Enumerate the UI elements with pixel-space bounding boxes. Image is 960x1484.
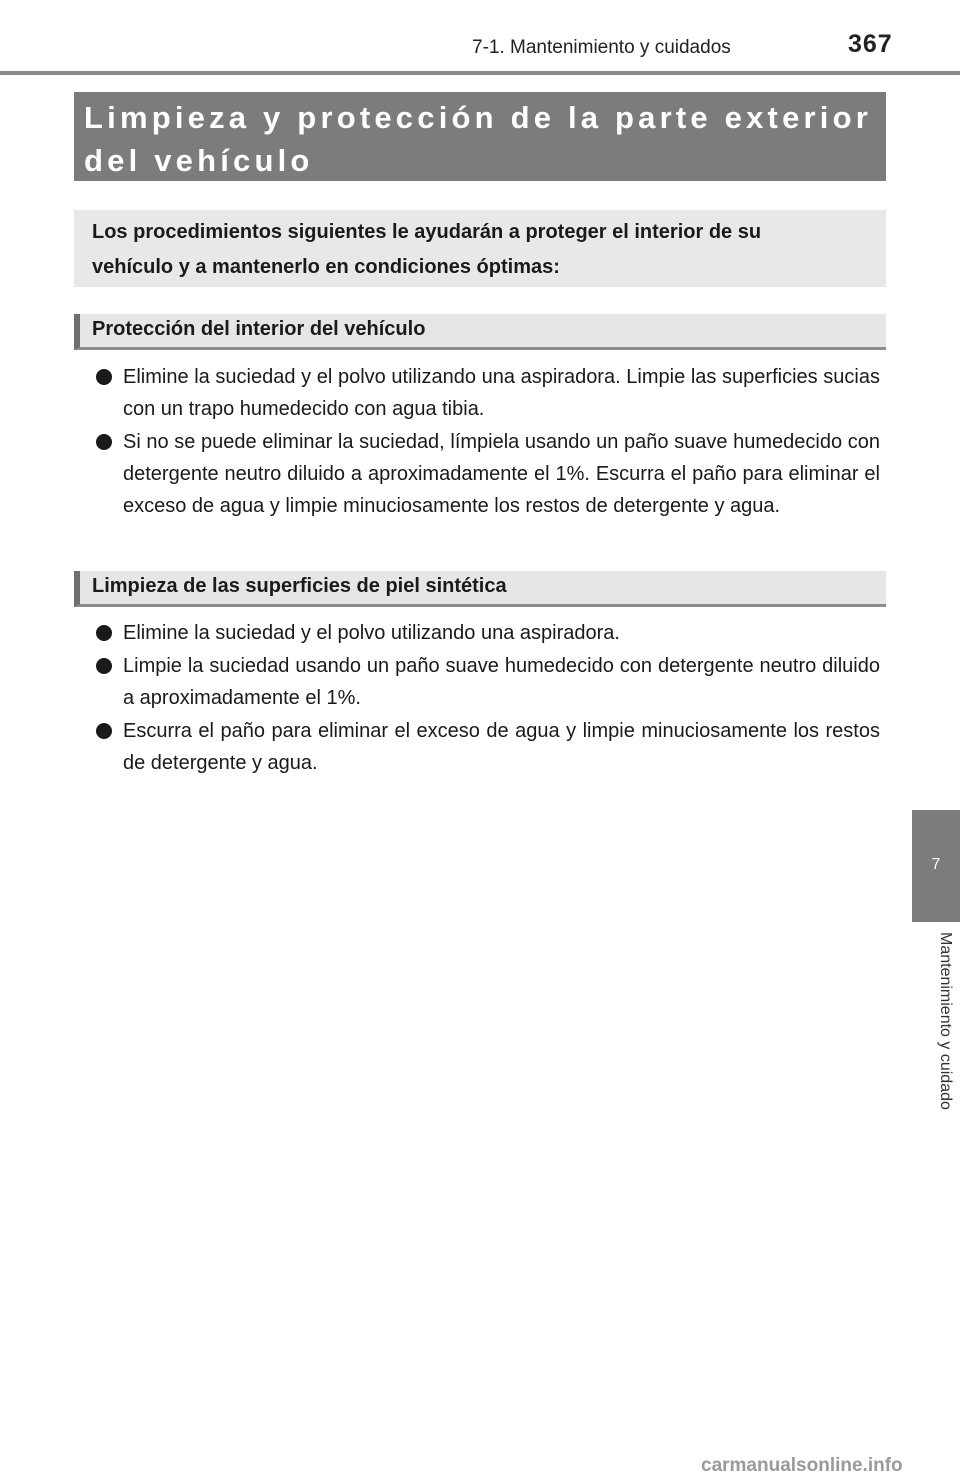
list-item — [96, 715, 880, 779]
page-title-banner — [74, 92, 886, 181]
list-item-text: Escurra el paño para eliminar el exceso de agua y limpie minuciosamente los restos de detergente y agua. — [123, 720, 880, 774]
intro-box — [74, 210, 886, 287]
bullet-icon — [96, 625, 112, 641]
bullet-icon — [96, 723, 112, 739]
bullet-list-interior — [96, 361, 880, 523]
list-item — [96, 426, 880, 522]
list-item — [96, 617, 880, 649]
bullet-list-synthetic-leather — [96, 617, 880, 780]
bullet-icon — [96, 369, 112, 385]
intro-line-2: vehículo y a mantenerlo en condiciones óptimas: — [92, 256, 560, 278]
list-item-text: Si no se puede eliminar la suciedad, límpiela usando un paño suave humedecido con detergente neutro diluido a aproximadamente el 1%. Escurra el paño para eliminar el exceso de agua y limpie minuciosamente los restos de detergente y agua. — [123, 431, 880, 517]
page-title-line-1: Limpieza y protección de la parte exterior — [84, 100, 872, 135]
list-item-text: Elimine la suciedad y el polvo utilizando una aspiradora. Limpie las superficies sucias con un trapo humedecido con agua tibia. — [123, 366, 880, 420]
section-heading-interior — [74, 314, 886, 350]
section-heading-synthetic-leather — [74, 571, 886, 607]
bullet-icon — [96, 658, 112, 674]
intro-line-1: Los procedimientos siguientes le ayudarán a proteger el interior de su — [92, 221, 762, 243]
watermark: carmanualsonline.info — [701, 1455, 903, 1476]
list-item-text: Elimine la suciedad y el polvo utilizando una aspiradora. — [123, 622, 620, 644]
chapter-number: 7 — [931, 856, 941, 873]
list-item — [96, 650, 880, 714]
bullet-icon — [96, 434, 112, 450]
chapter-label: Mantenimiento y cuidado — [937, 932, 954, 1110]
page-number: 367 — [848, 30, 893, 58]
chapter-tab — [912, 810, 960, 922]
list-item — [96, 361, 880, 425]
header-section-title: 7-1. Mantenimiento y cuidados — [472, 37, 731, 58]
section-heading-text: Limpieza de las superficies de piel sintética — [92, 575, 507, 597]
header-divider — [0, 71, 960, 75]
page-title-line-2: del vehículo — [84, 143, 314, 178]
list-item-text: Limpie la suciedad usando un paño suave humedecido con detergente neutro diluido a aproximadamente el 1%. — [123, 655, 880, 709]
section-heading-text: Protección del interior del vehículo — [92, 318, 426, 340]
